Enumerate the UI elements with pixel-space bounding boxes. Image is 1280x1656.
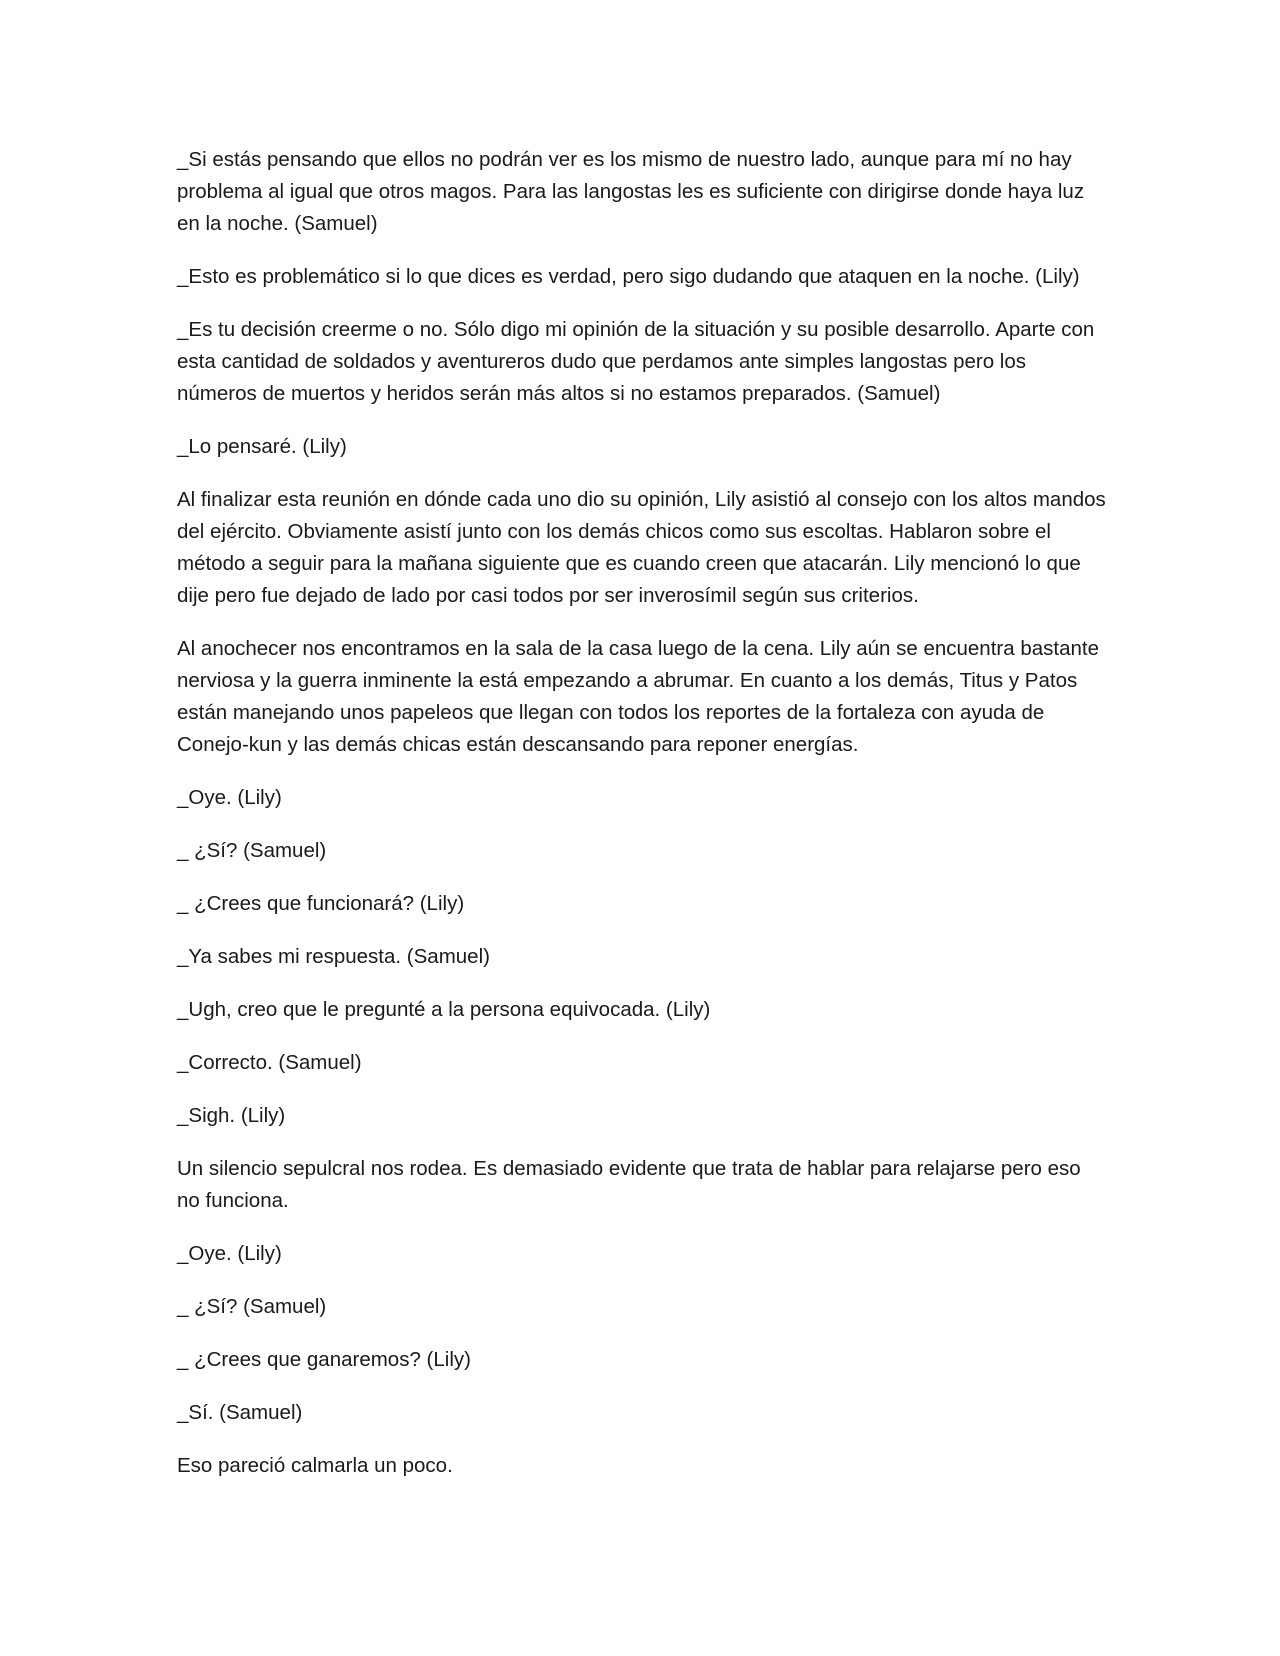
paragraph: _Ugh, creo que le pregunté a la persona equivocada. (Lily) [177,998,711,1021]
paragraph: _Sigh. (Lily) [177,1104,286,1127]
paragraph: _Esto es problemático si lo que dices es verdad, pero sigo dudando que ataquen en la noche. (Lily) [177,265,1080,288]
paragraph: Al anochecer nos encontramos en la sala de la casa luego de la cena. Lily aún se encuentra bastante nerviosa y la guerra inminente la está empezando a abrumar. En cuanto a los demás, Titus y Patos están manejando unos papeleos que llegan con todos los reportes de la fortaleza con ayuda de Conejo-kun y las demás chicas están descansando para reponer energías. [177,637,1099,756]
paragraph: _ ¿Sí? (Samuel) [177,1295,327,1318]
paragraph: _Es tu decisión creerme o no. Sólo digo mi opinión de la situación y su posible desarrollo. Aparte con esta cantidad de soldados y aventureros dudo que perdamos ante simples langostas pero los números de muertos y heridos serán más altos si no estamos preparados. (Samuel) [177,318,1095,405]
paragraph: _Si estás pensando que ellos no podrán ver es los mismo de nuestro lado, aunque para mí no hay problema al igual que otros magos. Para las langostas les es suficiente con dirigirse donde haya luz en la noche. (Samuel) [177,148,1085,235]
paragraph: Eso pareció calmarla un poco. [177,1454,453,1477]
paragraph: _ ¿Crees que ganaremos? (Lily) [177,1348,471,1371]
paragraph: _Ya sabes mi respuesta. (Samuel) [177,945,490,968]
paragraph: Un silencio sepulcral nos rodea. Es demasiado evidente que trata de hablar para relajarse pero eso no funciona. [177,1157,1081,1212]
paragraph: _ ¿Sí? (Samuel) [177,839,327,862]
paragraph: Al finalizar esta reunión en dónde cada uno dio su opinión, Lily asistió al consejo con los altos mandos del ejército. Obviamente asistí junto con los demás chicos como sus escoltas. Hablaron sobre el método a seguir para la mañana siguiente que es cuando creen que atacarán. Lily mencionó lo que dije pero fue dejado de lado por casi todos por ser inverosímil según sus criterios. [177,488,1106,607]
paragraph: _Oye. (Lily) [177,1242,282,1265]
paragraph: _Lo pensaré. (Lily) [177,435,347,458]
paragraph: _ ¿Crees que funcionará? (Lily) [177,892,465,915]
paragraph: _Oye. (Lily) [177,786,282,809]
document-body [177,144,1107,1503]
paragraph: _Sí. (Samuel) [177,1401,303,1424]
paragraph: _Correcto. (Samuel) [177,1051,362,1074]
